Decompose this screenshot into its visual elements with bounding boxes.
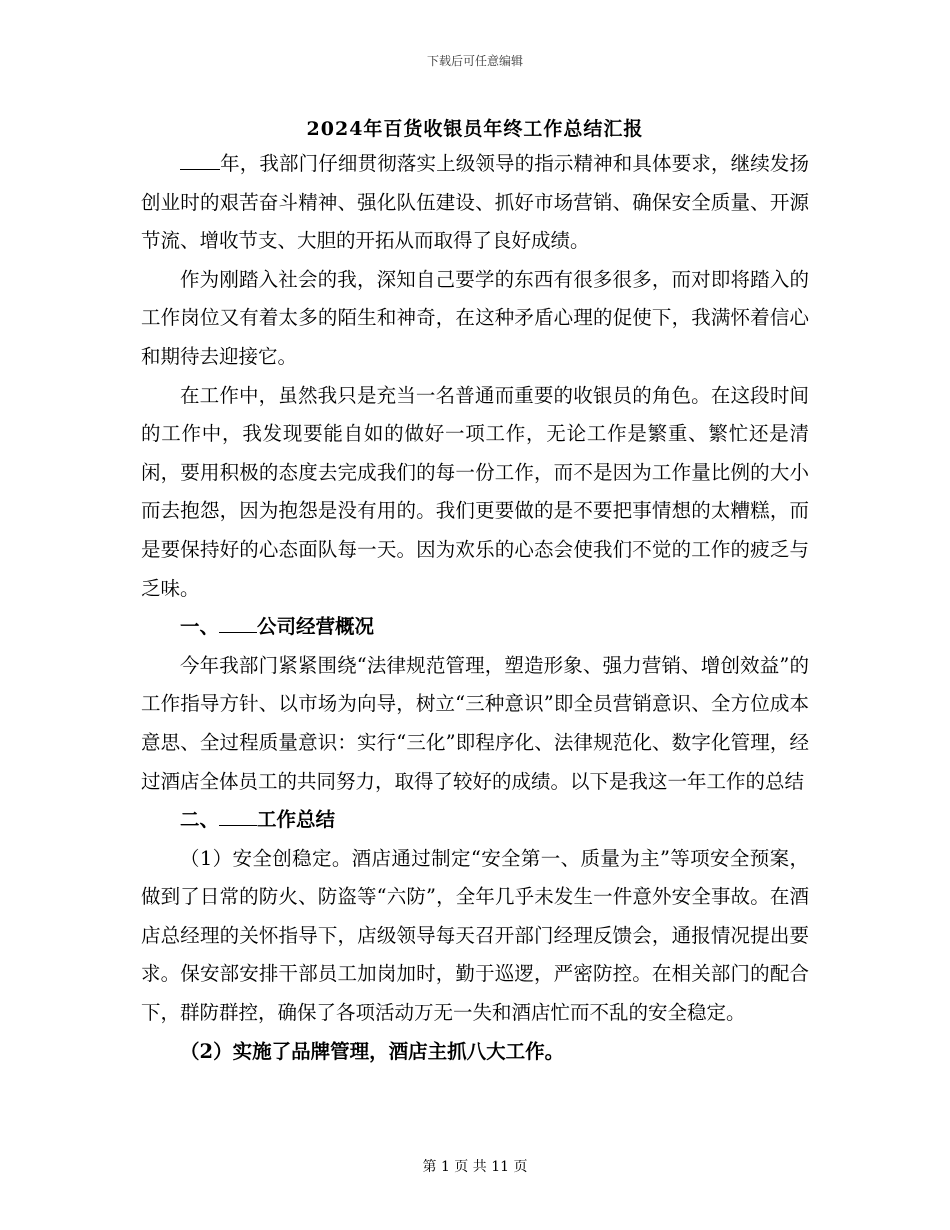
document-body [141,145,809,1071]
fill-in-blank [219,804,257,826]
section-heading-2-text: 工作总结 [257,808,336,832]
paragraph-4: 今年我部门紧紧围绕“法律规范管理，塑造形象、强力营销、增创效益”的工作指导方针、以市场为向导，树立“三种意识”即全员营销意识、全方位成本意思、全过程质量意识：实行“三化”即程序化、法律规范化、数字化管理，经过酒店全体员工的共同努力，取得了较好的成绩。以下是我这一年工作的总结 [141,653,809,793]
paragraph-intro-text: 年，我部门仔细贯彻落实上级领导的指示精神和具体要求，继续发扬创业时的艰苦奋斗精神、强化队伍建设、抓好市场营销、确保安全质量、开源节流、增收节支、大胆的开拓从而取得了良好成绩。 [141,152,809,253]
paragraph-2: 作为刚踏入社会的我，深知自己要学的东西有很多很多，而对即将踏入的工作岗位又有着太多的陌生和神奇，在这种矛盾心理的促使下，我满怀着信心和期待去迎接它。 [141,267,809,368]
section-heading-1-number: 一、 [180,615,220,639]
paragraph-5: （1）安全创稳定。酒店通过制定“安全第一、质量为主”等项安全预案，做到了日常的防火、防盗等“六防”，全年几乎未发生一件意外安全事故。在酒店总经理的关怀指导下，店级领导每天召开部门经理反馈会，通报情况提出要求。保安部安排干部员工加岗加时，勤于巡逻，严密防控。在相关部门的配合下，群防群控，确保了各项活动万无一失和酒店忙而不乱的安全稳定。 [141,846,809,1025]
document-title: 2024年百货收银员年终工作总结汇报 [306,118,644,140]
fill-in-blank [219,611,257,633]
page-number: 第 1 页 共 11 页 [422,1159,528,1175]
paragraph-3: 在工作中，虽然我只是充当一名普通而重要的收银员的角色。在这段时间的工作中，我发现要能自如的做好一项工作，无论工作是繁重、繁忙还是清闲，要用积极的态度去完成我们的每一份工作，而不是因为工作量比例的大小而去抱怨，因为抱怨是没有用的。我们更要做的是不要把事情想的太糟糕，而是要保持好的心态面队每一天。因为欢乐的心态会使我们不觉的工作的疲乏与乏味。 [141,383,809,600]
section-heading-1-text: 公司经营概况 [257,615,375,639]
section-heading-1 [141,608,809,647]
sub-heading-2: （2）实施了品牌管理，酒店主抓八大工作。 [180,1039,565,1063]
section-heading-2-number: 二、 [180,808,220,832]
fill-in-blank [180,148,220,170]
paragraph-intro [141,145,809,261]
header-note: 下载后可任意编辑 [426,54,523,68]
section-heading-2 [141,801,809,840]
